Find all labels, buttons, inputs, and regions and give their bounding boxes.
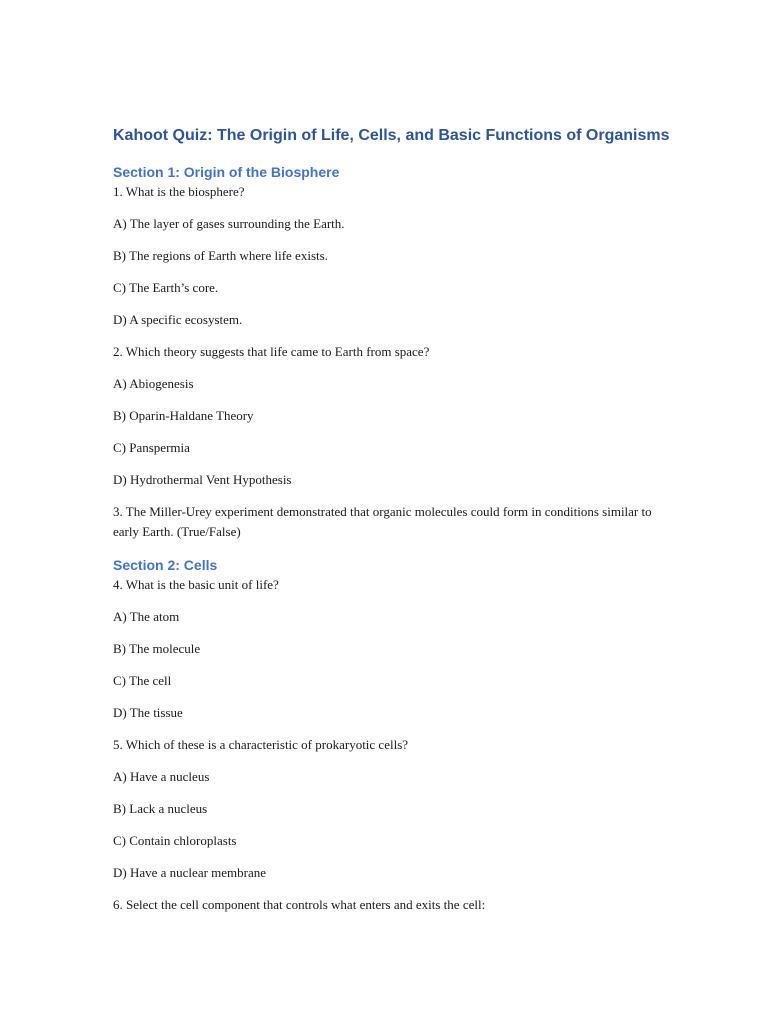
section-origin-of-biosphere: [113, 162, 653, 542]
question-5-option-b: B) Lack a nucleus: [113, 801, 208, 816]
question-2: 2. Which theory suggests that life came to Earth from space?: [113, 344, 430, 359]
document-page: [113, 124, 670, 927]
question-2-option-b: B) Oparin-Haldane Theory: [113, 408, 254, 423]
question-4-option-a: A) The atom: [113, 609, 180, 624]
document-title: Kahoot Quiz: The Origin of Life, Cells, and Basic Functions of Organisms: [113, 127, 670, 144]
question-4-option-b: B) The molecule: [113, 641, 201, 656]
section-heading: Section 1: Origin of the Biosphere: [113, 164, 340, 180]
question-5-option-c: C) Contain chloroplasts: [113, 833, 237, 848]
question-1-option-d: D) A specific ecosystem.: [113, 312, 243, 327]
question-1-option-b: B) The regions of Earth where life exists.: [113, 248, 328, 263]
question-2-option-d: D) Hydrothermal Vent Hypothesis: [113, 472, 292, 487]
title-spacer: [113, 148, 653, 162]
question-5-option-a: A) Have a nucleus: [113, 769, 210, 784]
question-4: 4. What is the basic unit of life?: [113, 577, 279, 592]
section-heading: Section 2: Cells: [113, 557, 218, 573]
section-cells: [113, 555, 653, 915]
question-1-option-c: C) The Earth’s core.: [113, 280, 219, 295]
question-1-option-a: A) The layer of gases surrounding the Earth.: [113, 216, 345, 231]
question-5-option-d: D) Have a nuclear membrane: [113, 865, 267, 880]
question-2-option-a: A) Abiogenesis: [113, 376, 194, 391]
question-3: 3. The Miller-Urey experiment demonstrated that organic molecules could form in conditions similar to early Earth. (True/False): [113, 504, 652, 539]
question-2-option-c: C) Panspermia: [113, 440, 190, 455]
question-5: 5. Which of these is a characteristic of prokaryotic cells?: [113, 737, 409, 752]
question-6: 6. Select the cell component that controls what enters and exits the cell:: [113, 897, 486, 912]
question-4-option-d: D) The tissue: [113, 705, 183, 720]
question-1: 1. What is the biosphere?: [113, 184, 245, 199]
question-4-option-c: C) The cell: [113, 673, 172, 688]
